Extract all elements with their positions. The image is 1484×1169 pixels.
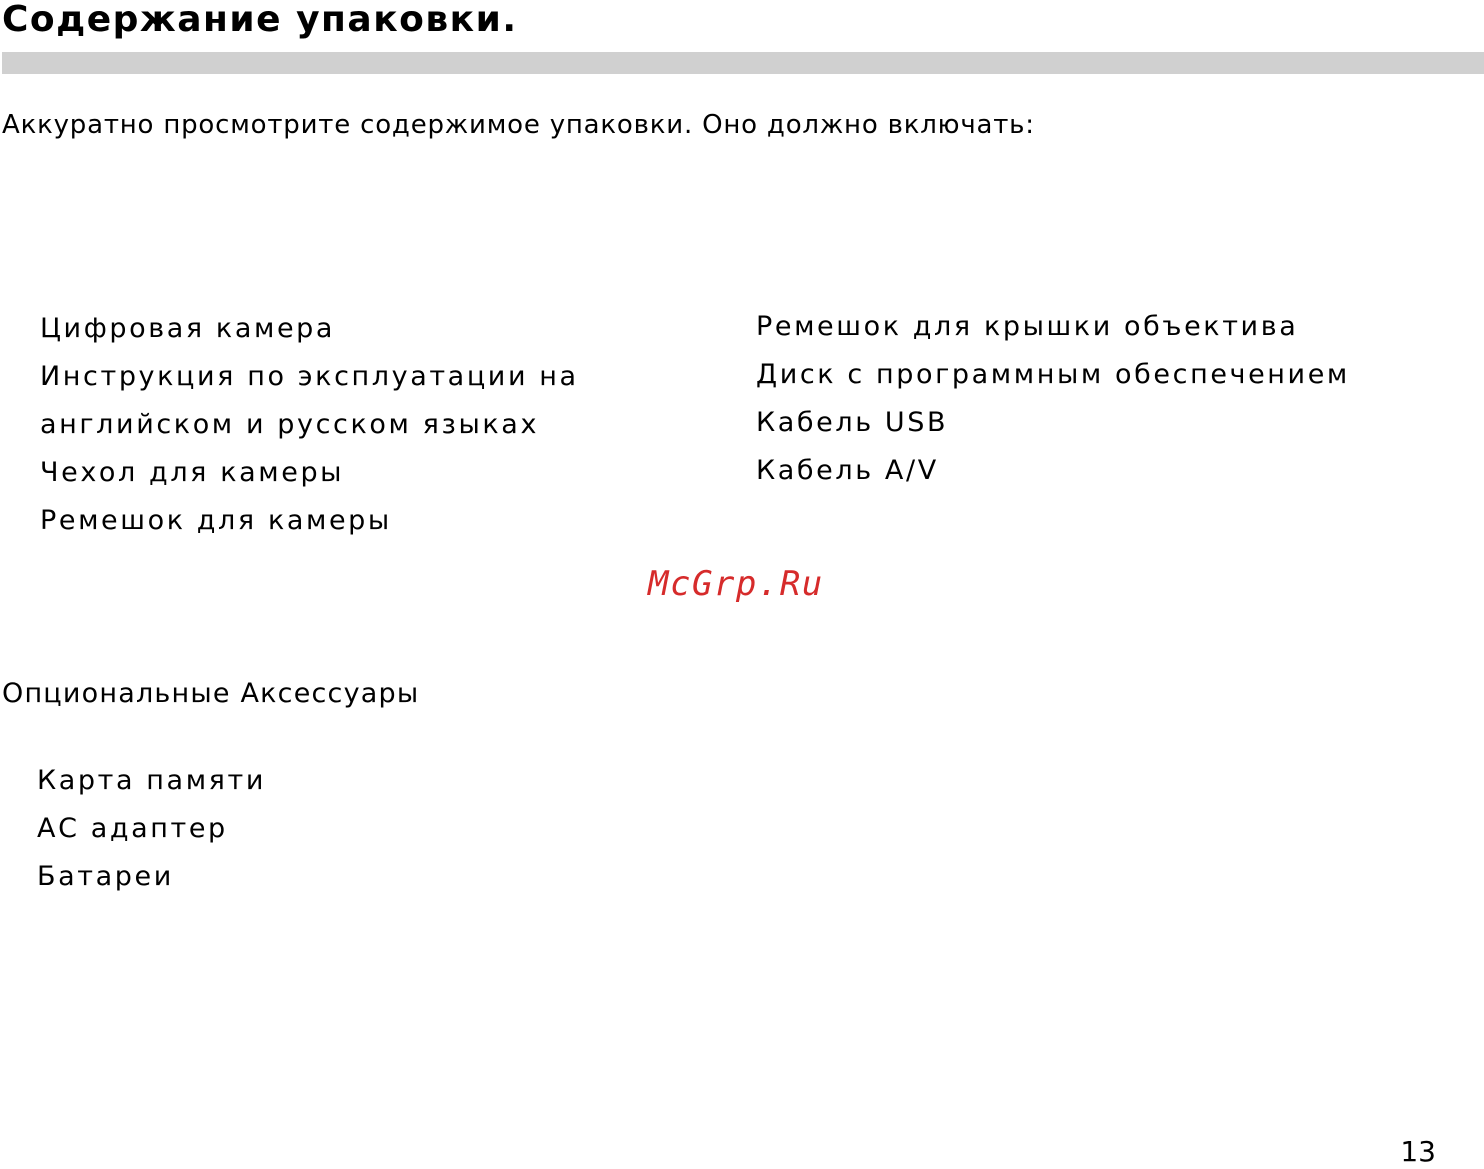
watermark-text: McGrp.Ru <box>648 564 824 604</box>
optional-accessories-list <box>37 757 266 901</box>
list-item: Диск с программным обеспечением <box>756 359 1350 390</box>
list-item: Ремешок для камеры <box>40 505 392 536</box>
list-item: Кабель A/V <box>756 455 939 486</box>
list-item: Ремешок для крышки объектива <box>756 311 1299 342</box>
list-item: английском и русском языках <box>40 409 540 440</box>
package-contents-right <box>756 303 1350 495</box>
list-item: Батареи <box>37 861 174 892</box>
list-item: Инструкция по эксплуатации на <box>40 361 579 392</box>
list-item: Карта памяти <box>37 765 266 796</box>
list-item: АС адаптер <box>37 813 228 844</box>
list-item: Кабель USB <box>756 407 949 438</box>
list-item: Цифровая камера <box>40 313 336 344</box>
title-rule-bar <box>2 52 1484 74</box>
list-item: Чехол для камеры <box>40 457 345 488</box>
package-contents-left <box>40 305 579 545</box>
optional-accessories-heading: Опциональные Аксессуары <box>2 678 420 709</box>
page-number: 13 <box>1400 1135 1436 1168</box>
intro-text: Аккуратно просмотрите содержимое упаковки. Оно должно включать: <box>2 110 1035 140</box>
page-title: Содержание упаковки. <box>2 0 518 40</box>
